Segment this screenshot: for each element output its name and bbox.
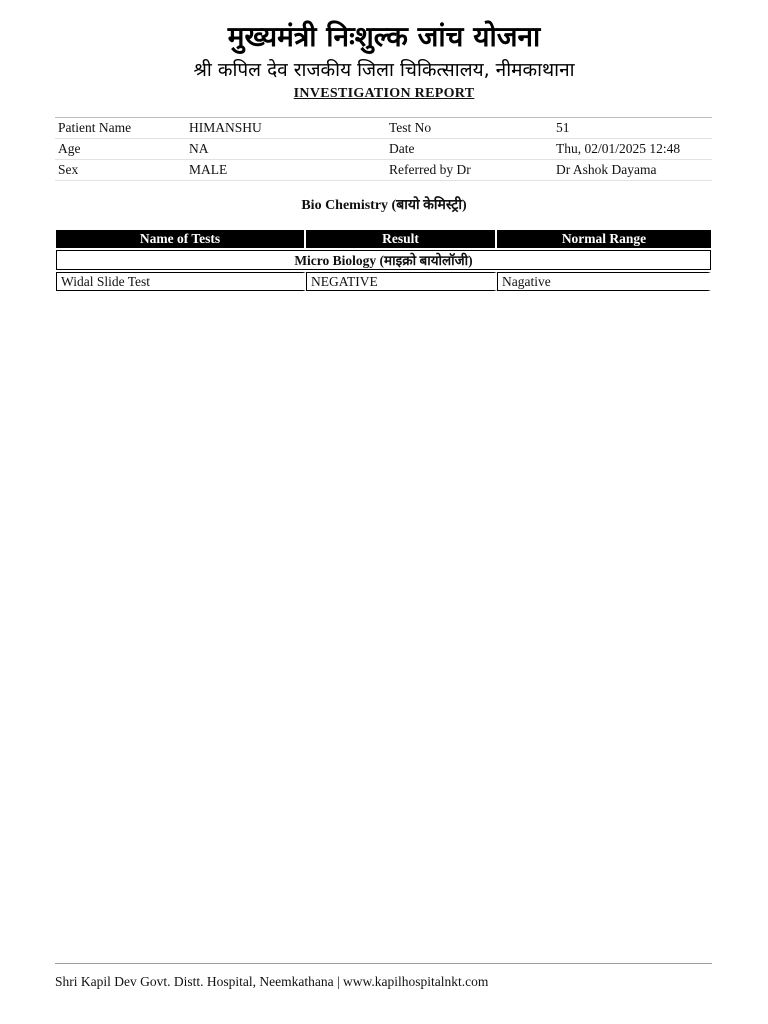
age-label: Age [58,141,81,156]
group-title: Micro Biology (माइक्रो बायोलॉजी) [56,250,711,270]
scheme-title: मुख्यमंत्री निःशुल्क जांच योजना [227,20,541,53]
normal-range-cell: Nagative [497,272,711,291]
section-title: Bio Chemistry (बायो केमिस्ट्री) [301,198,467,213]
report-title: INVESTIGATION REPORT [293,86,475,101]
group-row [56,250,711,270]
footer-text: Shri Kapil Dev Govt. Distt. Hospital, Neemkathana | www.kapilhospitalnkt.com [55,974,489,989]
header-name-of-tests: Name of Tests [56,230,306,248]
header-result: Result [306,230,497,248]
test-no-value: 51 [556,120,570,135]
hospital-name: श्री कपिल देव राजकीय जिला चिकित्सालय, नीमकाथाना [193,59,575,81]
test-name-cell: Widal Slide Test [56,272,306,291]
patient-info-row [55,160,712,181]
referred-by-label: Referred by Dr [389,162,471,177]
age-value: NA [189,141,209,156]
table-row [56,272,711,291]
patient-info-table [55,117,712,181]
patient-info-row [55,118,712,139]
result-cell: NEGATIVE [306,272,497,291]
patient-info-row [55,139,712,160]
report-header [0,18,768,102]
footer [55,963,712,990]
patient-name-label: Patient Name [58,120,132,135]
sex-label: Sex [58,162,79,177]
date-label: Date [389,141,415,156]
test-no-label: Test No [389,120,432,135]
results-header-row [56,230,711,248]
header-normal-range: Normal Range [497,230,711,248]
referred-by-value: Dr Ashok Dayama [556,162,657,177]
results-table [56,228,711,293]
date-value: Thu, 02/01/2025 12:48 [556,141,681,156]
patient-name-value: HIMANSHU [189,120,262,135]
sex-value: MALE [189,162,228,177]
